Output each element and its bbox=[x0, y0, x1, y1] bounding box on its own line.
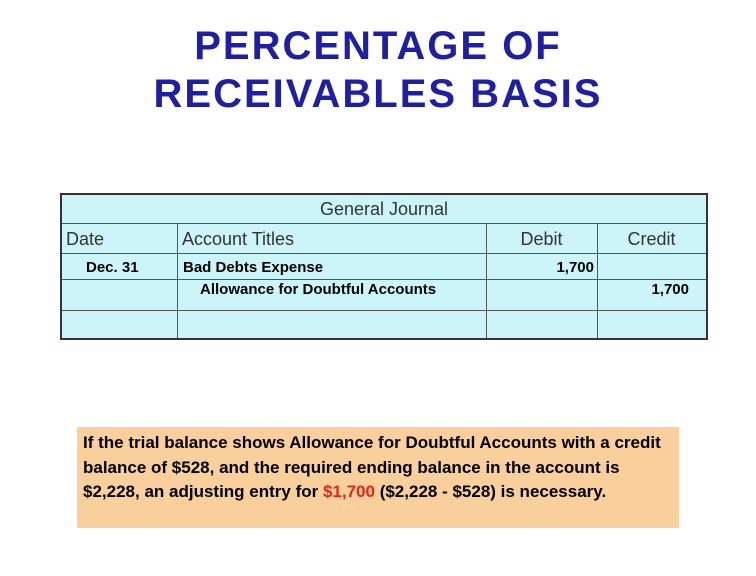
divider bbox=[177, 223, 178, 338]
explanation-note bbox=[77, 427, 679, 528]
row-2-credit: 1,700 bbox=[651, 281, 689, 298]
row-1-date: Dec. 31 bbox=[86, 259, 139, 276]
title-line-2: RECEIVABLES BASIS bbox=[153, 72, 603, 116]
header-date: Date bbox=[66, 229, 105, 249]
row-1-debit: 1,700 bbox=[556, 259, 594, 276]
title-line-1: PERCENTAGE OF bbox=[194, 24, 562, 68]
row-1-account: Bad Debts Expense bbox=[183, 259, 324, 276]
divider bbox=[62, 223, 706, 224]
divider bbox=[62, 279, 706, 280]
divider bbox=[62, 310, 706, 311]
note-text-after: ($2,228 - $528) is necessary. bbox=[374, 482, 607, 501]
header-debit: Debit bbox=[520, 229, 563, 249]
journal-caption: General Journal bbox=[319, 199, 449, 219]
note-text-before: If the trial balance shows Allowance for Doubtful Accounts with a credit balance of $528, and the required ending balance in the account is $2,228, an adjusting entry for bbox=[83, 433, 661, 501]
slide-title bbox=[0, 22, 756, 118]
header-credit: Credit bbox=[627, 229, 676, 249]
row-2-account: Allowance for Doubtful Accounts bbox=[200, 281, 437, 298]
divider bbox=[62, 253, 706, 254]
general-journal-table bbox=[60, 193, 708, 340]
note-highlight-amount: $1,700 bbox=[322, 482, 375, 501]
header-account-titles: Account Titles bbox=[182, 229, 295, 249]
